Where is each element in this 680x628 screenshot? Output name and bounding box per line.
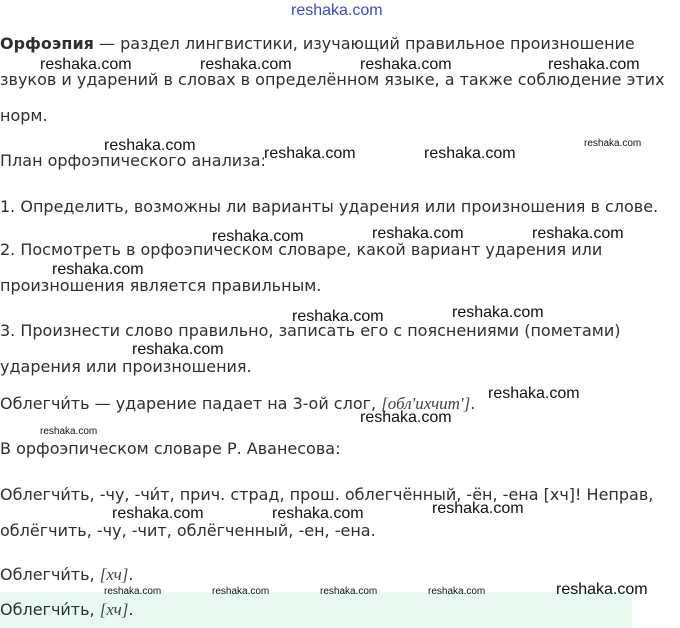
watermark: reshaka.com: [424, 145, 516, 162]
plan-heading: План орфоэпического анализа:: [0, 151, 266, 170]
plan-step-1: 1. Определить, возможны ли варианты ударения или произношения в слове.: [0, 197, 659, 216]
plan-step-2-line-2: произношения является правильным.: [0, 276, 322, 295]
watermark: reshaka.com: [432, 500, 524, 517]
intro-line-1: Орфоэпия — раздел лингвистики, изучающий правильное произношение: [0, 34, 635, 53]
watermark: reshaka.com: [532, 225, 624, 242]
term-orthoepy: Орфоэпия: [0, 34, 94, 53]
watermark: reshaka.com: [104, 586, 162, 597]
plan-step-3-line-2: ударения или произношения.: [0, 357, 252, 376]
watermark: reshaka.com: [264, 145, 356, 162]
transcription: [обл'ихчит']: [381, 394, 471, 413]
watermark: reshaka.com: [104, 137, 196, 154]
watermark: reshaka.com: [428, 586, 486, 597]
answer-line-1: Облегчи́ть, [хч].: [0, 565, 134, 584]
intro-line-3: норм.: [0, 106, 48, 125]
watermark: reshaka.com: [584, 138, 642, 149]
dictionary-line-2: облёгчить, -чу, -чит, облёгченный, -ен, -ена.: [0, 521, 376, 540]
watermark: reshaka.com: [212, 228, 304, 245]
watermark: reshaka.com: [40, 426, 98, 437]
watermark: reshaka.com: [200, 56, 292, 73]
plan-step-2-line-1: 2. Посмотреть в орфоэпическом словаре, какой вариант ударения или: [0, 240, 603, 259]
watermark: reshaka.com: [556, 581, 648, 598]
watermark: reshaka.com: [272, 505, 364, 522]
watermark: reshaka.com: [452, 304, 544, 321]
watermark: reshaka.com: [291, 2, 383, 19]
watermark: reshaka.com: [132, 341, 224, 358]
watermark: reshaka.com: [40, 56, 132, 73]
answer-transcription-2: [хч]: [99, 600, 129, 619]
watermark: reshaka.com: [112, 505, 204, 522]
dictionary-heading: В орфоэпическом словаре Р. Аванесова:: [0, 439, 341, 458]
watermark: reshaka.com: [360, 56, 452, 73]
watermark: reshaka.com: [320, 586, 378, 597]
watermark: reshaka.com: [292, 308, 384, 325]
watermark: reshaka.com: [360, 409, 452, 426]
watermark: reshaka.com: [488, 385, 580, 402]
plan-step-3-line-1: 3. Произнести слово правильно, записать его с пояснениями (пометами): [0, 321, 621, 340]
watermark: reshaka.com: [52, 261, 144, 278]
watermark: reshaka.com: [372, 225, 464, 242]
intro-line-2: звуков и ударений в словах в определённом языке, а также соблюдение этих: [0, 70, 665, 89]
stress-analysis-line: Облегчи́ть — ударение падает на 3-ой слог, [обл'ихчит'].: [0, 394, 476, 413]
watermark: reshaka.com: [548, 56, 640, 73]
answer-transcription-1: [хч]: [99, 565, 129, 584]
dictionary-line-1: Облегчи́ть, -чу, -чи́т, прич. страд, прош. облегчённый, -ён, -ена [хч]! Неправ,: [0, 485, 654, 504]
watermark: reshaka.com: [212, 586, 270, 597]
answer-line-2: Облегчи́ть, [хч].: [0, 600, 134, 619]
